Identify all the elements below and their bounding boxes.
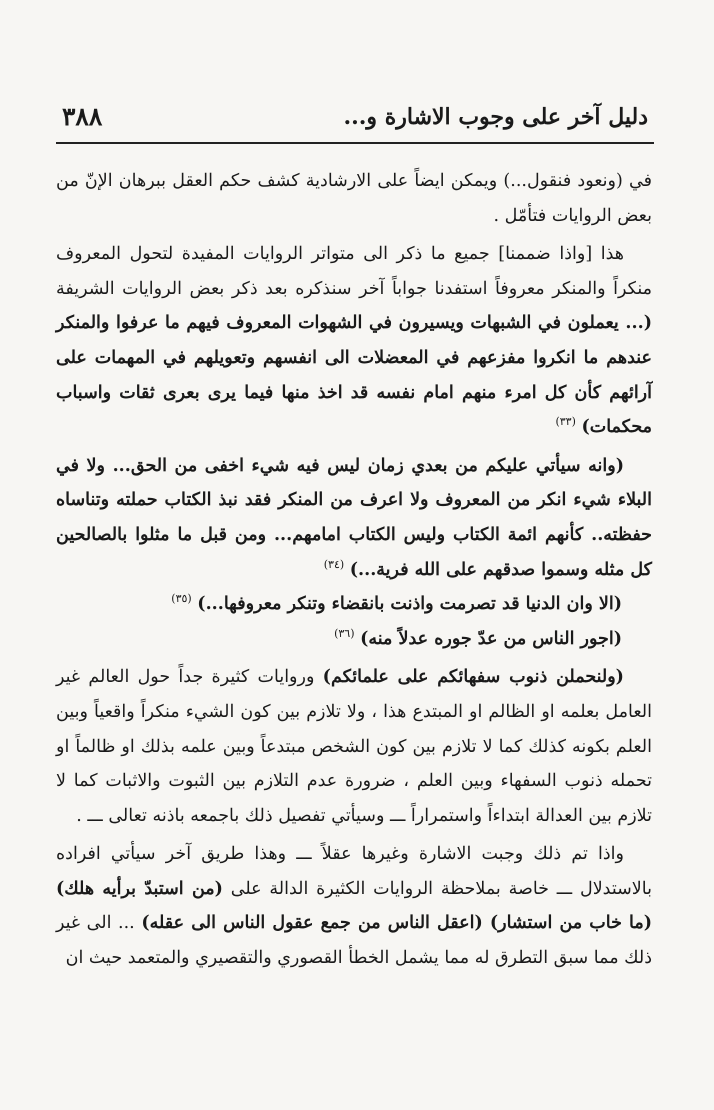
body-text <box>56 164 652 976</box>
paragraph-2 <box>56 237 652 445</box>
footnote-ref: (٣٣) <box>555 415 576 429</box>
paragraph-lead: هذا [واذا ضممنا] جميع ما ذكر الى متواتر الروايات المفيدة لتحول المعروف منكراً والمنكر معروفاً استفدنا جواباً آخر سنذكره بعد ذكر بعض الروايات الشريفة <box>56 244 652 299</box>
running-title: دليل آخر على وجوب الاشارة و... <box>343 104 648 130</box>
page-header <box>56 98 654 144</box>
footnote-ref: (٣٦) <box>334 626 355 640</box>
paragraph-lead: واذا تم ذلك وجبت الاشارة وغيرها عقلاً ـــ وهذا طريق آخر سيأتي افراده بالاستدلال ـــ خاصة بملاحظة الروايات الكثيرة الدالة على <box>56 844 652 899</box>
page-number: ٣٨٨ <box>62 102 103 131</box>
quoted-narration: (الا وان الدنيا قد تصرمت واذنت بانقضاء وتنكر معروفها...) <box>197 594 622 615</box>
quoted-narration: (اجور الناس من عدّ جوره عدلاً منه) <box>360 628 622 649</box>
paragraph-4 <box>56 587 652 622</box>
paragraph-1 <box>56 164 652 233</box>
paragraph-3 <box>56 449 652 587</box>
paragraph-7 <box>56 837 652 975</box>
quoted-narration: (... يعملون في الشبهات ويسيرون في الشهوات المعروف فيهم ما عرفوا والمنكر عندهم ما انكروا مفزعهم في المعضلات الى انفسهم وتعويلهم في المهمات على آرائهم كأن كل امرء منهم امام نفسه قد اخذ منها فيما يرى بعرى ثقات واسباب محكمات) <box>56 313 652 438</box>
paragraph-text: وروايات كثيرة جداً حول العالم غير العامل بعلمه او الظالم او المبتدع هذا ، ولا تلازم بين كون الشيء منكراً واقعياً وبين العلم بكونه كذلك كما لا تلازم بين كون الشخص مبتدعاً وبين علمه بذلك او ظالماً او تحمله ذنوب السفهاء وبين العلم ، ضرورة عدم التلازم بين الثبوت والاثبات كما لا تلازم بين العدالة ابتداءاً واستمراراً ـــ وسيأتي تفصيل ذلك باجمعه باذنه تعالى ـــ . <box>56 667 652 826</box>
paragraph-6 <box>56 660 652 833</box>
footnote-ref: (٣٤) <box>323 557 345 571</box>
quoted-narration: (ولنحملن ذنوب سفهائكم على علمائكم) <box>322 667 624 688</box>
paragraph-text: ... الى غير ذلك مما سبق التطرق له مما يشمل الخطأ القصوري والتقصيري والمتعمد حيث ان <box>56 913 652 969</box>
quoted-narration: (وانه سيأتي عليكم من بعدي زمان ليس فيه شيء اخفى من الحق... ولا في البلاء شيء انكر من المعروف ولا اعرف من المنكر فقد نبذ الكتاب حملته وتناساه حفظته.. كأنهم ائمة الكتاب وليس الكتاب امامهم... ومن قبل ما مثلوا بالصالحين كل مثله وسموا صدقهم على الله فرية...) <box>56 455 652 580</box>
quoted-narration: (من استبدّ برأيه هلك) (ما خاب من استشار) (اعقل الناس من جمع عقول الناس الى عقله) <box>56 878 652 934</box>
footnote-ref: (٣٥) <box>171 592 192 606</box>
paragraph-5 <box>56 622 652 657</box>
paragraph-text: في (ونعود فنقول...) ويمكن ايضاً على الارشادية كشف حكم العقل ببرهان الإنّ من بعض الروايات فتأمّل . <box>56 171 652 226</box>
